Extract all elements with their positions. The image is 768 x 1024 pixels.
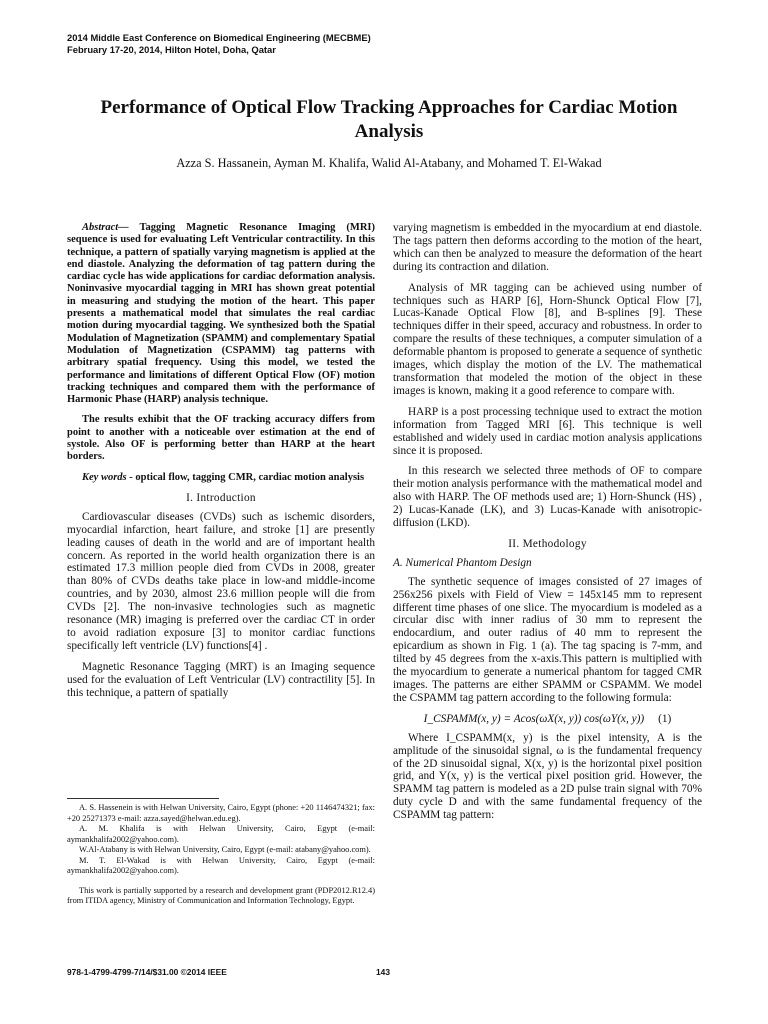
abstract-label: Abstract— [82, 222, 129, 233]
subsection-heading-phantom: A. Numerical Phantom Design [393, 556, 532, 569]
right-paragraph-5: The synthetic sequence of images consisted of 27 images of 256x256 pixels with Field of View = 145x145 mm to represent different time phases of one slice. The myocardium is modeled as a circular disc with inner radius of 30 mm to represent the endocardium, and outer radius of 40 mm to represent the epicardium as shown in Fig. 1 (a). The tag spacing is 7-mm, and tilted by 45 degrees from the x-axis.This pattern is multiplied with the myocardium to generate a numerical phantom for tagged CMR images. The patterns are either SPAMM or CSPAMM. We model the CSPAMM tag pattern according to the following formula: [393, 575, 702, 704]
keywords-label: Key words [82, 471, 127, 483]
right-paragraph-6: Where I_CSPAMM(x, y) is the pixel intensity, A is the amplitude of the sinusoidal signal, ω is the fundamental frequency of the 2D sinusoidal signal, X(x, y) is the horizontal pixel position grid, and Y(x, y) is the vertical pixel position grid. However, the SPAMM tag pattern is modeled as a 2D pulse train signal with 70% duty cycle D and with the same fundamental frequency of the CSPAMM tag pattern: [393, 731, 702, 822]
conference-header [67, 32, 371, 56]
right-paragraph-1: varying magnetism is embedded in the myocardium at end diastole. The tags pattern then deforms according to the motion of the heart, which can then be analyzed to measure the deformation of the heart during its contraction and dilation. [393, 222, 702, 273]
footnote-funding: This work is partially supported by a research and development grant (PDP2012.R12.4) from ITIDA agency, Ministry of Communication and Information Technology, Egypt. [67, 885, 375, 905]
conference-dates: February 17-20, 2014, Hilton Hotel, Doha, Qatar [67, 44, 276, 55]
right-paragraph-3: HARP is a post processing technique used to extract the motion information from Tagged MRI [6]. This technique is well established and widely used in cardiac motion analysis applications since it is proposed. [393, 405, 702, 457]
footnote-2: A. M. Khalifa is with Helwan University, Cairo, Egypt (e-mail: aymankhalifa2002@yahoo.com). [67, 824, 375, 844]
left-column [67, 222, 375, 708]
footnotes [67, 803, 375, 907]
footnote-3: W.Al-Atabany is with Helwan University, Cairo, Egypt (e-mail: atabany@yahoo.com). [79, 845, 371, 854]
intro-paragraph-1: Cardiovascular diseases (CVDs) such as ischemic disorders, myocardial infarction, heart failure, and stroke [1] are presently leading causes of death in the world and are of important health concern. As reported in the world health organization there is an estimated 17.3 million people died from CVDs in 2008, greater than 80% of CVDs deaths take place in low-and middle-income countries, and by 2030, almost 23.6 million people will die from CVDs [2]. The non-invasive technologies such as magnetic resonance (MR) imaging is preferred over the cardiac CT in order to avoid radiation exposure [3] to monitor cardiac functions specifically left ventricle (LV) functions[4] . [67, 510, 375, 652]
abstract-paragraph [67, 222, 375, 406]
footer-page-number: 143 [376, 967, 390, 977]
intro-paragraph-2: Magnetic Resonance Tagging (MRT) is an Imaging sequence used for the evaluation of Left Ventricular (LV) contractility [5]. In this technique, a pattern of spatially [67, 660, 375, 699]
equation-1-number: (1) [658, 712, 672, 725]
right-paragraph-4: In this research we selected three methods of OF to compare their motion analysis performance with the mathematical model and also with HARP. The OF methods used are; 1) Horn-Shunck (HS) , 2) Lucas-Kanade (LK), and 3) Lucas-Kanade with anisotropic-diffusion (LKD). [393, 465, 702, 530]
footnote-4: M. T. El-Wakad is with Helwan University, Cairo, Egypt (e-mail: aymankhalifa2002@yahoo.com). [67, 855, 375, 875]
right-column [393, 222, 702, 830]
section-heading-introduction: I. Introduction [186, 491, 256, 504]
equation-1-formula: I_CSPAMM(x, y) = Acos(ωX(x, y)) cos(ωY(x, y)) [423, 712, 645, 725]
abstract-results: The results exhibit that the OF tracking accuracy differs from point to another with a noticeable over estimation at the end of systole. Also OF is performing better than HARP at the heart borders. [67, 414, 375, 463]
right-paragraph-2: Analysis of MR tagging can be achieved using number of techniques such as HARP [6], Horn-Shunck Optical Flow [7], Lucas-Kanade Optical Flow [8], and B-splines [9]. These techniques differ in their speed, accuracy and robustness. In order to compare the results of these techniques, a computer simulation of a deformable phantom is proposed to generate a sequence of synthetic images, which display the motion of the LV. The mathematical transformation that modeled the motion of the object in these images is known, making it a good reference to compare with. [393, 281, 702, 397]
footnote-rule [67, 798, 219, 799]
equation-1 [393, 713, 702, 726]
abstract-text: Tagging Magnetic Resonance Imaging (MRI) sequence is used for evaluating Left Ventricular contractility. In this technique, a pattern of spatially varying magnetism is applied at the end diastole. Analyzing the deformation of tag pattern during the cardiac cycle has wide applications for cardiac deformation analysis. Noninvasive myocardial tagging in MRI has shown great potential in measuring and studying the motion of the heart. This paper presents a mathematical model that simulates the real cardiac motion during myocardial tagging. We synthesized both the Spatial Modulation of Magnetization (SPAMM) and complementary Spatial Modulation of Magnetization (CSPAMM) tag patterns with arbitrary spatial frequency. Using this model, we tested the performance and limitations of different Optical Flow (OF) motion tracking techniques and compared them with the performance of Harmonic Phase (HARP) analysis technique. [67, 222, 375, 406]
keywords-text: - optical flow, tagging CMR, cardiac motion analysis [126, 471, 365, 483]
author-list: Azza S. Hassanein, Ayman M. Khalifa, Walid Al-Atabany, and Mohamed T. El-Wakad [176, 156, 602, 170]
keywords [67, 472, 375, 484]
footer-isbn: 978-1-4799-4799-7/14/$31.00 ©2014 IEEE [67, 967, 227, 977]
footnote-1: A. S. Hassenein is with Helwan University, Cairo, Egypt (phone: +20 1146474321; fax: +20 25271373 e-mail: azza.sayed@helwan.edu.eg). [67, 803, 375, 823]
conference-name: 2014 Middle East Conference on Biomedical Engineering (MECBME) [67, 32, 371, 43]
section-heading-methodology: II. Methodology [508, 537, 587, 550]
paper-title: Performance of Optical Flow Tracking Approaches for Cardiac Motion Analysis [100, 97, 678, 142]
